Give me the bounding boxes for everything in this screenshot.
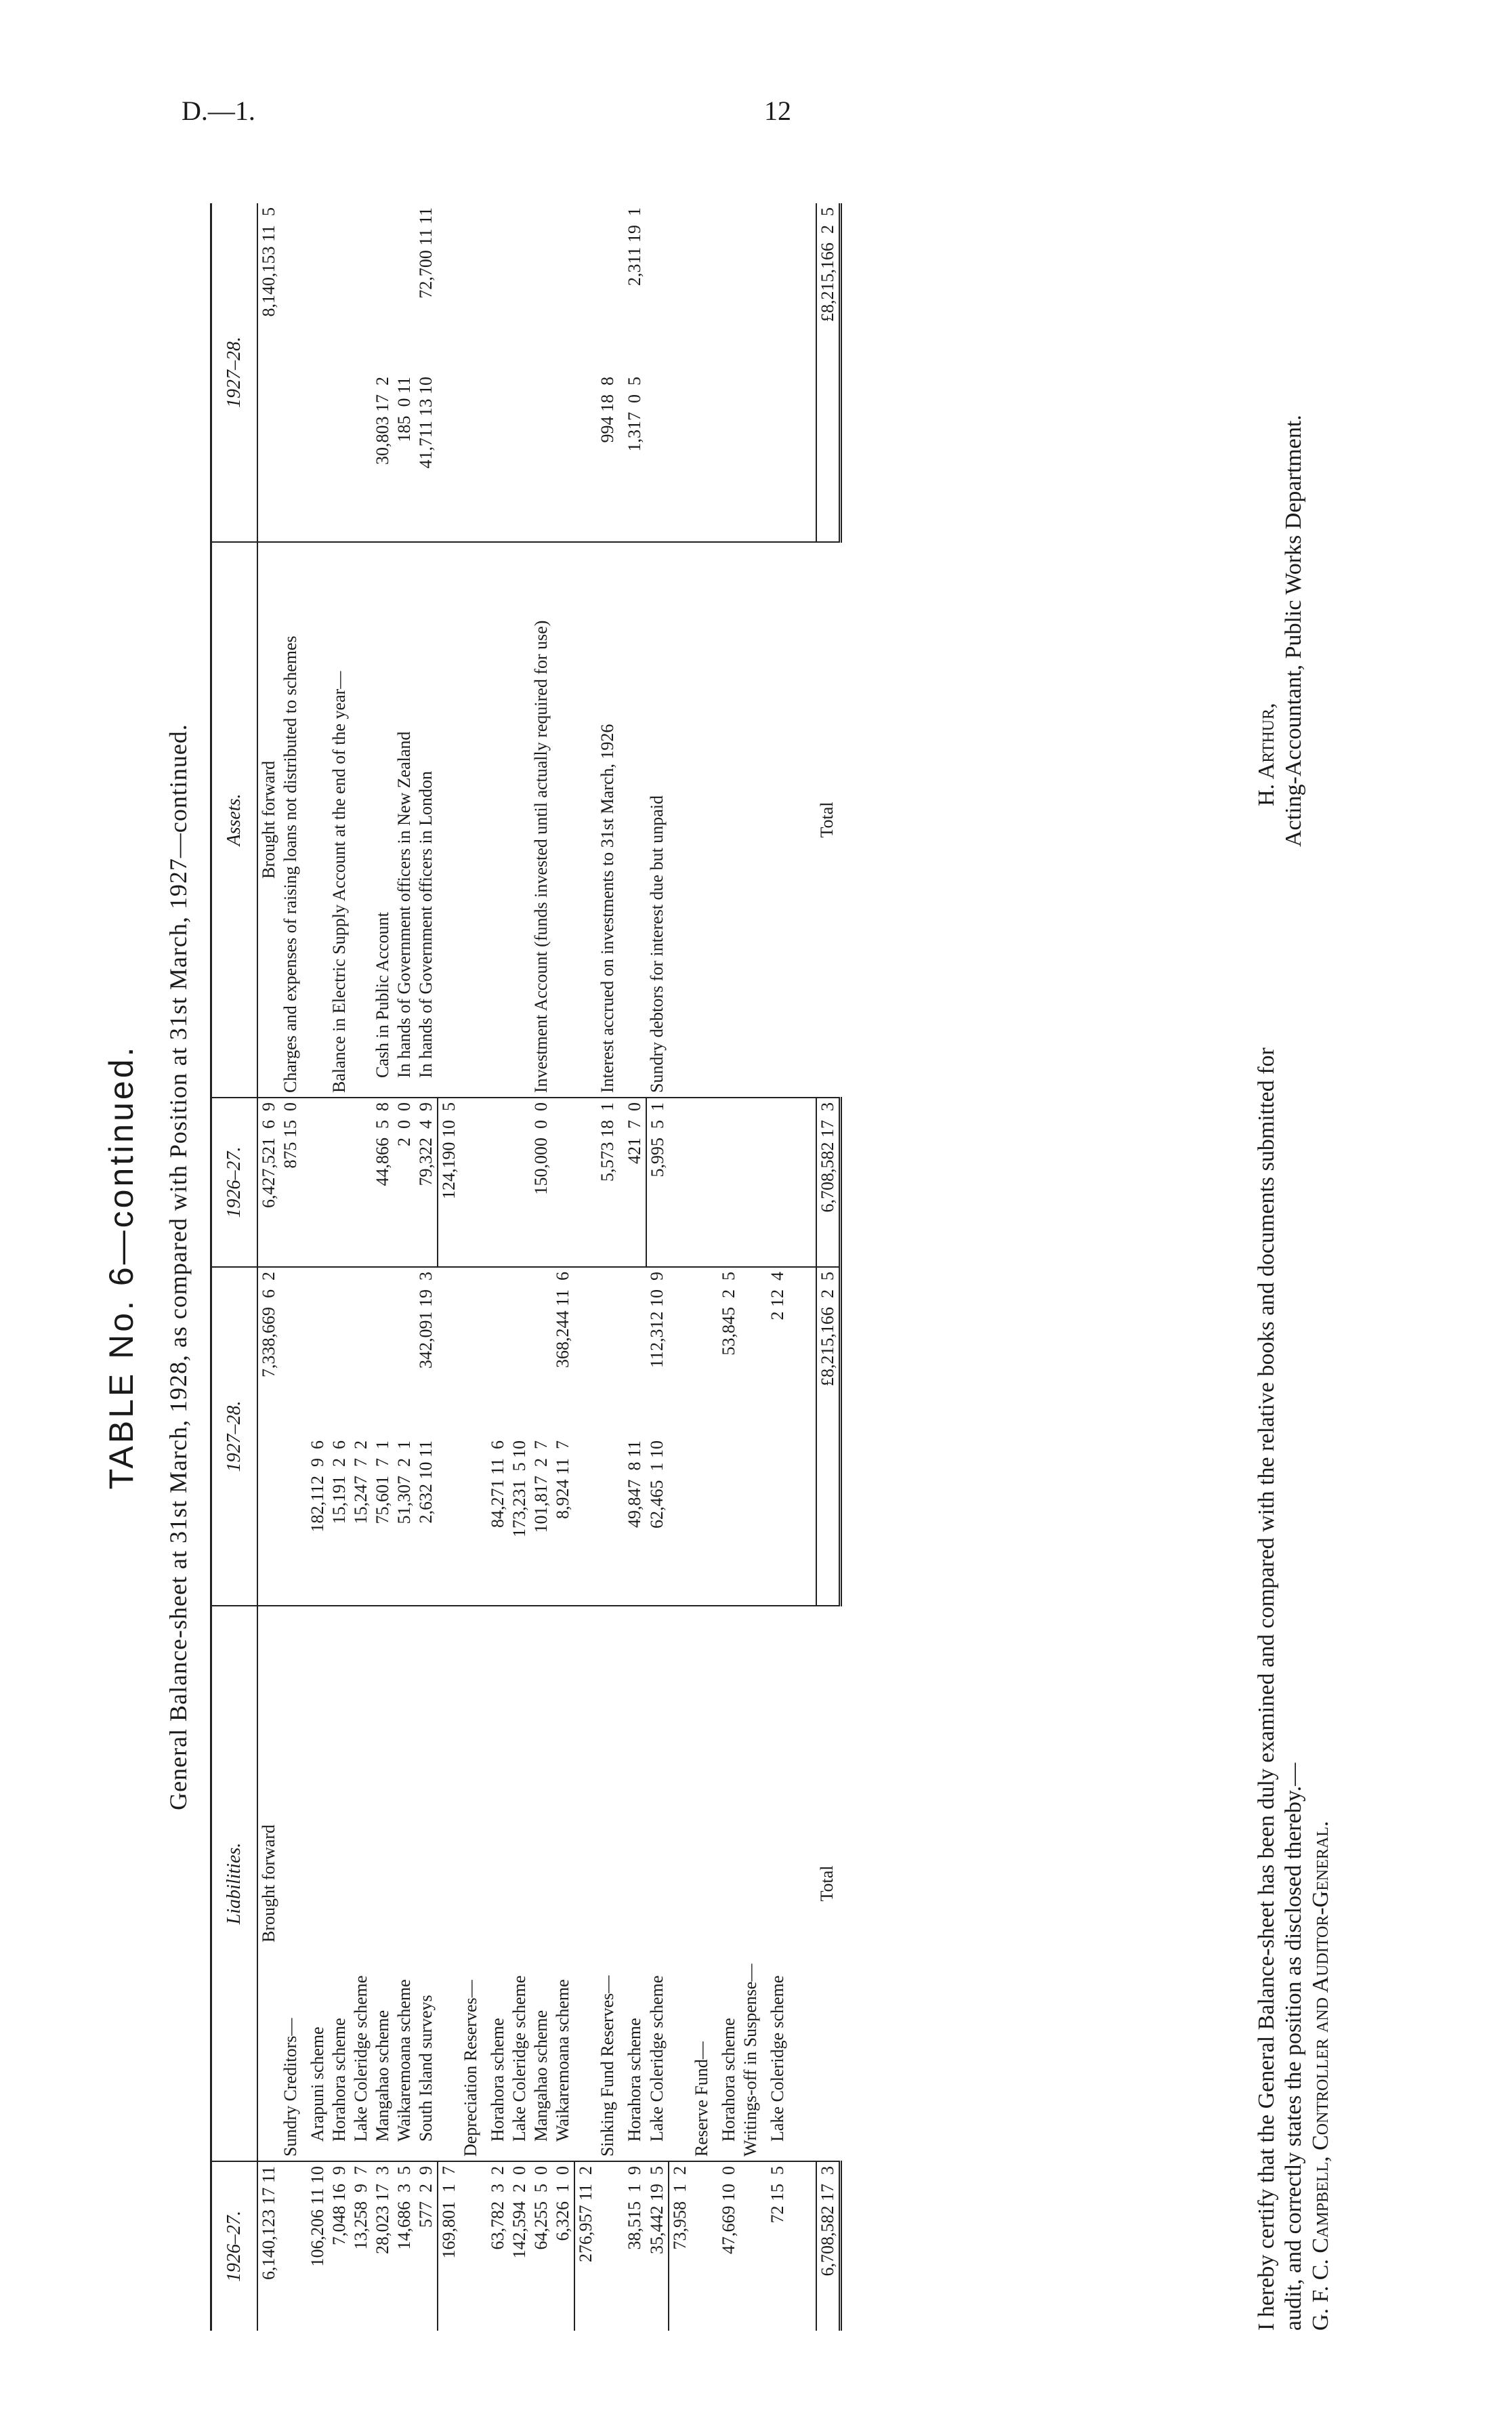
dep-prev-2: 64,255 5 0 <box>530 2161 552 2331</box>
sc-label-5: South Island surveys <box>415 1606 438 2161</box>
sc-amt-5: 2,632 10 11 <box>416 1440 436 1524</box>
certification-text: I hereby certify that the General Balance-sheet has been duly examined and compared with the relative books and documents submitted for audit, and correctly states the position as disclosed thereby.— <box>1254 1047 1306 2331</box>
sf-total: 112,312 10 9 <box>646 1267 669 1436</box>
dep-label-0: Horahora scheme <box>487 1606 509 2161</box>
depreciation-heading: Depreciation Reserves— <box>460 1606 487 2161</box>
table-subtitle: General Balance-sheet at 31st March, 1928, as compared with Position at 31st March, 1927—continued. <box>165 724 192 1810</box>
asset-bf-label: Brought forward <box>257 542 280 1098</box>
page-number: 12 <box>764 96 791 126</box>
reserve-heading: Reserve Fund— <box>691 1606 718 2161</box>
col-asset-prev: 1926–27. <box>211 1098 258 1267</box>
signer-title: Acting-Accountant, Public Works Department. <box>1281 415 1306 847</box>
sc-label-0: Arapuni scheme <box>307 1606 329 2161</box>
investment-prev: 150,000 0 0 <box>530 1098 552 1267</box>
sc-label-2: Lake Coleridge scheme <box>350 1606 372 2161</box>
auditor-signature: G. F. C. Campbell, Controller and Auditor-General. <box>1308 1821 1333 2331</box>
liab-bf-label: Brought forward <box>257 1606 280 2161</box>
dep-label-3: Waikaremoana scheme <box>552 1606 574 2161</box>
col-liab-cur: 1927–28. <box>211 1267 258 1606</box>
dep-prev-total: 276,957 11 2 <box>574 2161 597 2331</box>
sc-amt-3: 75,601 7 1 <box>373 1440 392 1524</box>
dep-total: 368,244 11 6 <box>552 1267 574 1436</box>
sc-prev-5: 577 2 9 <box>415 2161 438 2331</box>
page-series-code: D.—1. <box>182 96 255 126</box>
bal-label-0: Cash in Public Account <box>372 542 394 1098</box>
sinking-heading: Sinking Fund Reserves— <box>597 1606 624 2161</box>
reserve-prev: 47,669 10 0 <box>718 2161 740 2331</box>
debtors-amt: 1,317 0 5 <box>625 377 644 452</box>
writings-heading: Writings-off in Suspense— <box>740 1606 767 2161</box>
sc-prev-2: 13,258 9 7 <box>350 2161 372 2331</box>
sc-label-3: Mangahao scheme <box>372 1606 394 2161</box>
sc-label-4: Waikaremoana scheme <box>394 1606 415 2161</box>
dep-label-2: Mangahao scheme <box>530 1606 552 2161</box>
sf-amt-1: 62,465 1 10 <box>647 1440 667 1529</box>
liab-bf-total: 7,338,669 6 2 <box>257 1267 280 1436</box>
debtors-label: Sundry debtors for interest due but unpaid <box>646 542 669 1098</box>
dep-amt-3: 8,924 11 7 <box>553 1440 572 1520</box>
dep-prev-1: 142,594 2 0 <box>509 2161 530 2331</box>
dep-amt-2: 101,817 2 7 <box>531 1440 551 1533</box>
interest-prev: 5,573 18 1 <box>597 1098 624 1267</box>
bal-label-2: In hands of Government officers in London <box>415 542 438 1098</box>
sc-amt-1: 15,191 2 6 <box>329 1440 349 1524</box>
sf-prev-1: 35,442 19 5 <box>646 2161 669 2331</box>
col-liabilities: Liabilities. <box>211 1606 258 2161</box>
asset-bf-prev: 6,427,521 6 9 <box>257 1098 280 1267</box>
col-liab-prev: 1926–27. <box>211 2161 258 2331</box>
sc-amt-2: 15,247 7 2 <box>351 1440 371 1524</box>
asset-bf-total: 8,140,153 11 5 <box>259 207 278 317</box>
bal-prev-2: 79,322 4 9 <box>415 1098 438 1267</box>
asset-total: £8,215,166 2 5 <box>816 203 841 373</box>
bal-amt-2: 41,711 13 10 <box>416 377 436 469</box>
sc-label-1: Horahora scheme <box>329 1606 350 2161</box>
balance-sheet-rotated <box>102 196 1375 2337</box>
liab-total-label: Total <box>816 1606 841 2161</box>
sundry-creditors-heading: Sundry Creditors— <box>280 1606 307 2161</box>
reserve-label: Horahora scheme <box>718 1606 740 2161</box>
dep-amt-0: 84,271 11 6 <box>488 1440 507 1529</box>
sc-amt-4: 51,307 2 1 <box>394 1440 414 1524</box>
asset-balance-heading: Balance in Electric Supply Account at the end of the year— <box>329 542 372 1098</box>
dep-prev-0: 63,782 3 2 <box>487 2161 509 2331</box>
bal-amt-1: 185 0 11 <box>394 377 414 442</box>
sc-prev-3: 28,023 17 3 <box>372 2161 394 2331</box>
dep-label-1: Lake Coleridge scheme <box>509 1606 530 2161</box>
bal-amt-0: 30,803 17 2 <box>373 377 392 465</box>
sc-prev-1: 7,048 16 9 <box>329 2161 350 2331</box>
interest-prev-total: 5,995 5 1 <box>646 1098 669 1267</box>
sf-label-0: Horahora scheme <box>624 1606 646 2161</box>
writings-prev: 72 15 5 <box>767 2161 789 2331</box>
interest-total: 2,311 19 1 <box>625 207 644 287</box>
bal-label-1: In hands of Government officers in New Zealand <box>394 542 415 1098</box>
bal-prev-total: 124,190 10 5 <box>438 1098 460 1267</box>
asset-charges-prev: 875 15 0 <box>280 1098 307 1267</box>
sc-prev-4: 14,686 3 5 <box>394 2161 415 2331</box>
signer-name: H. Arthur, <box>1254 703 1279 806</box>
reserve-total: 53,845 2 5 <box>718 1267 740 1436</box>
asset-total-label: Total <box>816 542 841 1098</box>
dep-amt-1: 173,231 5 10 <box>509 1440 529 1537</box>
table-title: TABLE No. 6—continued. <box>102 1044 140 1490</box>
dep-prev-3: 6,326 1 0 <box>552 2161 574 2331</box>
col-asset-cur: 1927–28. <box>211 203 258 542</box>
bal-total: 72,700 11 11 <box>416 207 436 299</box>
sc-prev-total: 169,801 1 7 <box>438 2161 460 2331</box>
certification-block <box>1253 1043 1335 2331</box>
sc-amt-0: 182,112 9 6 <box>308 1440 327 1533</box>
liab-bf-prev: 6,140,123 17 11 <box>257 2161 280 2331</box>
sf-amt-0: 49,847 8 11 <box>625 1440 644 1529</box>
bal-prev-0: 44,866 5 8 <box>372 1098 394 1267</box>
liab-total-prev: 6,708,582 17 3 <box>816 2161 841 2331</box>
investment-label: Investment Account (funds invested until actually required for use) <box>530 542 574 1098</box>
sf-label-1: Lake Coleridge scheme <box>646 1606 669 2161</box>
asset-total-prev: 6,708,582 17 3 <box>816 1098 841 1267</box>
sf-prev-0: 38,515 1 9 <box>624 2161 646 2331</box>
sc-total: 342,091 19 3 <box>415 1267 438 1436</box>
sc-prev-0: 106,206 11 10 <box>307 2161 329 2331</box>
col-assets: Assets. <box>211 542 258 1098</box>
bal-prev-1: 2 0 0 <box>394 1098 415 1267</box>
balance-sheet-table <box>210 203 842 2331</box>
interest-amt: 994 18 8 <box>597 377 617 443</box>
asset-charges-label: Charges and expenses of raising loans not distributed to schemes <box>280 542 329 1098</box>
writings-total: 2 12 4 <box>767 1267 789 1436</box>
writings-label: Lake Coleridge scheme <box>767 1606 789 2161</box>
sf-prev-total: 73,958 1 2 <box>669 2161 691 2331</box>
signer-block <box>1253 237 1307 847</box>
interest-label: Interest accrued on investments to 31st March, 1926 <box>597 542 646 1098</box>
liab-total: £8,215,166 2 5 <box>816 1267 841 1436</box>
debtors-prev: 421 7 0 <box>624 1098 646 1267</box>
